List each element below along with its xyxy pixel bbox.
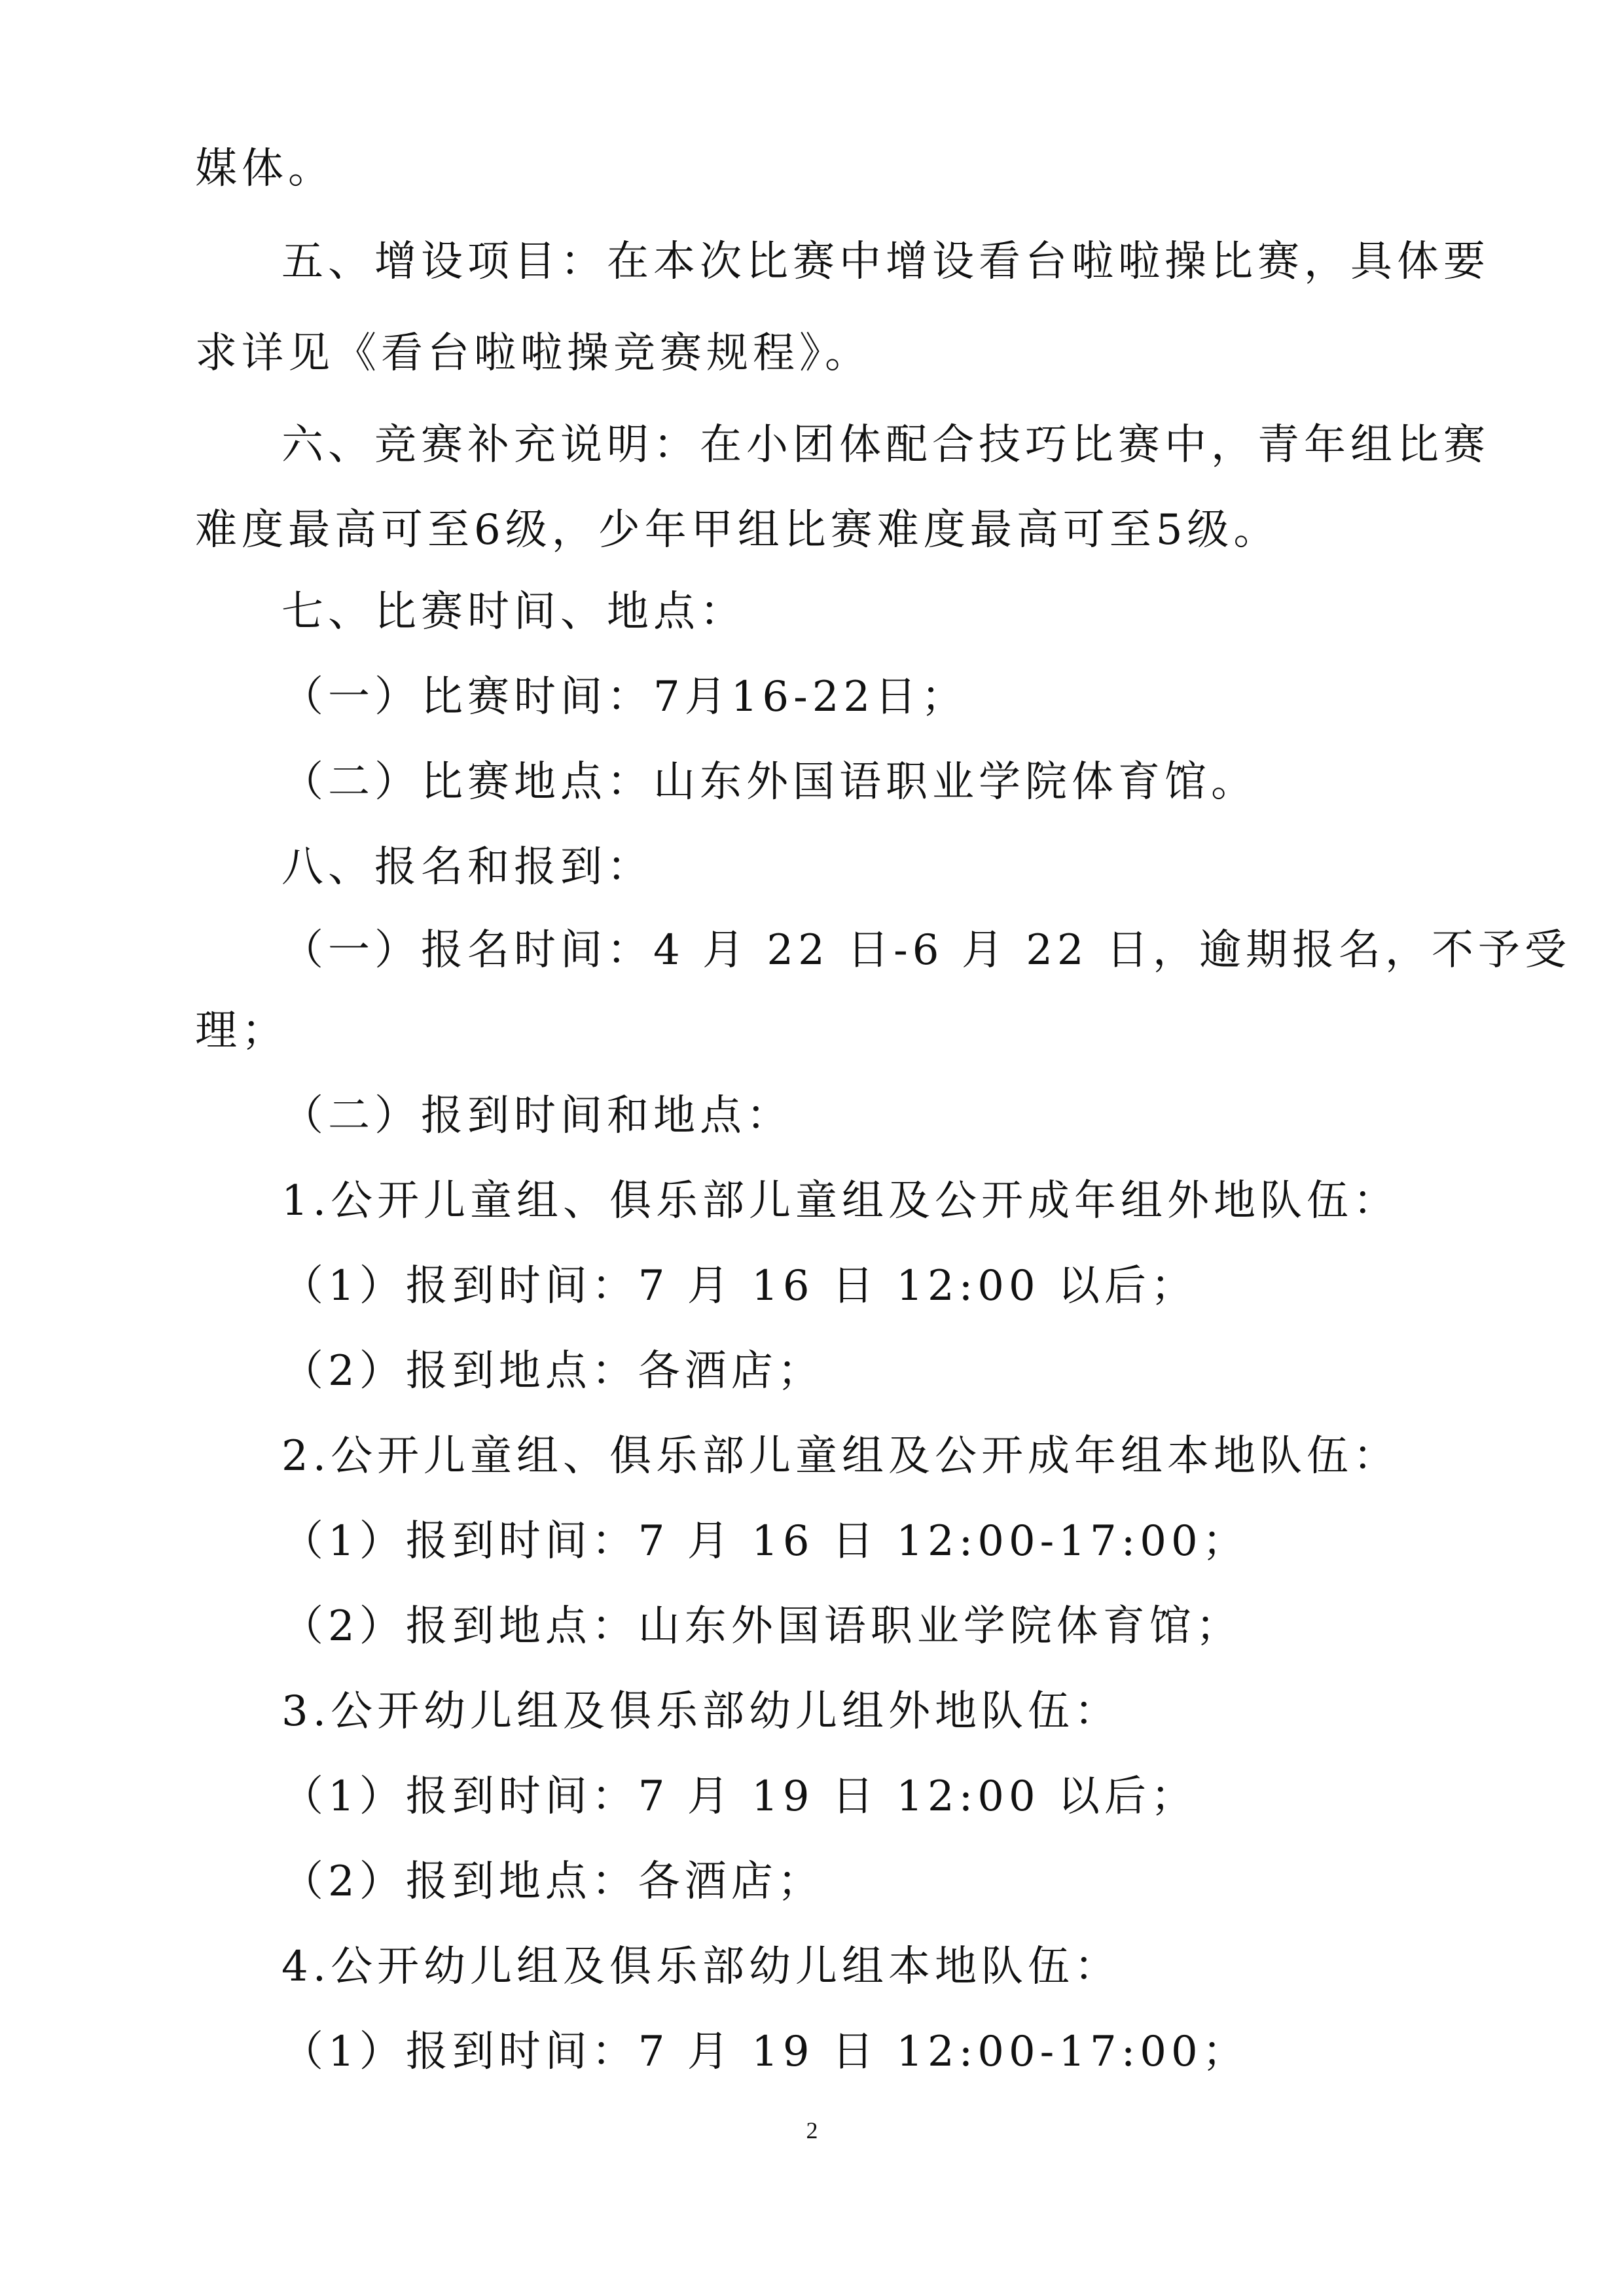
text-line: 2.公开儿童组、俱乐部儿童组及公开成年组本地队伍： <box>281 1432 1400 1480</box>
text-line: （2）报到地点：各酒店； <box>281 1347 824 1395</box>
text-line: （一）比赛时间：7月16-22日； <box>281 673 968 721</box>
page-number: 2 <box>806 2117 818 2144</box>
text-line: 1.公开儿童组、俱乐部儿童组及公开成年组外地队伍： <box>281 1177 1400 1225</box>
text-line: （2）报到地点：山东外国语职业学院体育馆； <box>281 1602 1242 1651</box>
text-line: （二）报到时间和地点： <box>281 1092 793 1140</box>
text-line: 六、竞赛补充说明：在小团体配合技巧比赛中，青年组比赛 <box>281 421 1490 469</box>
text-line: 4.公开幼儿组及俱乐部幼儿组本地队伍： <box>281 1943 1121 1991</box>
text-line: （1）报到时间：7 月 16 日 12:00-17:00； <box>281 1517 1249 1566</box>
text-line: （一）报名时间：4 月 22 日-6 月 22 日，逾期报名，不予受 <box>281 926 1571 975</box>
text-line: 八、报名和报到： <box>281 843 653 891</box>
text-line: （1）报到时间：7 月 16 日 12:00 以后； <box>281 1262 1198 1310</box>
text-line: 求详见《看台啦啦操竞赛规程》。 <box>195 329 871 378</box>
text-line: 理； <box>195 1007 288 1055</box>
text-line: 3.公开幼儿组及俱乐部幼儿组外地队伍： <box>281 1687 1121 1736</box>
text-line: 七、比赛时间、地点： <box>281 588 746 636</box>
text-line: 媒体。 <box>195 145 334 193</box>
text-line: （2）报到地点：各酒店； <box>281 1857 824 1906</box>
text-line: （1）报到时间：7 月 19 日 12:00 以后； <box>281 1772 1198 1821</box>
text-line: （1）报到时间：7 月 19 日 12:00-17:00； <box>281 2028 1249 2076</box>
text-line: 难度最高可至6级，少年甲组比赛难度最高可至5级。 <box>195 506 1280 554</box>
text-line: （二）比赛地点：山东外国语职业学院体育馆。 <box>281 758 1257 806</box>
text-line: 五、增设项目：在本次比赛中增设看台啦啦操比赛，具体要 <box>281 238 1490 286</box>
